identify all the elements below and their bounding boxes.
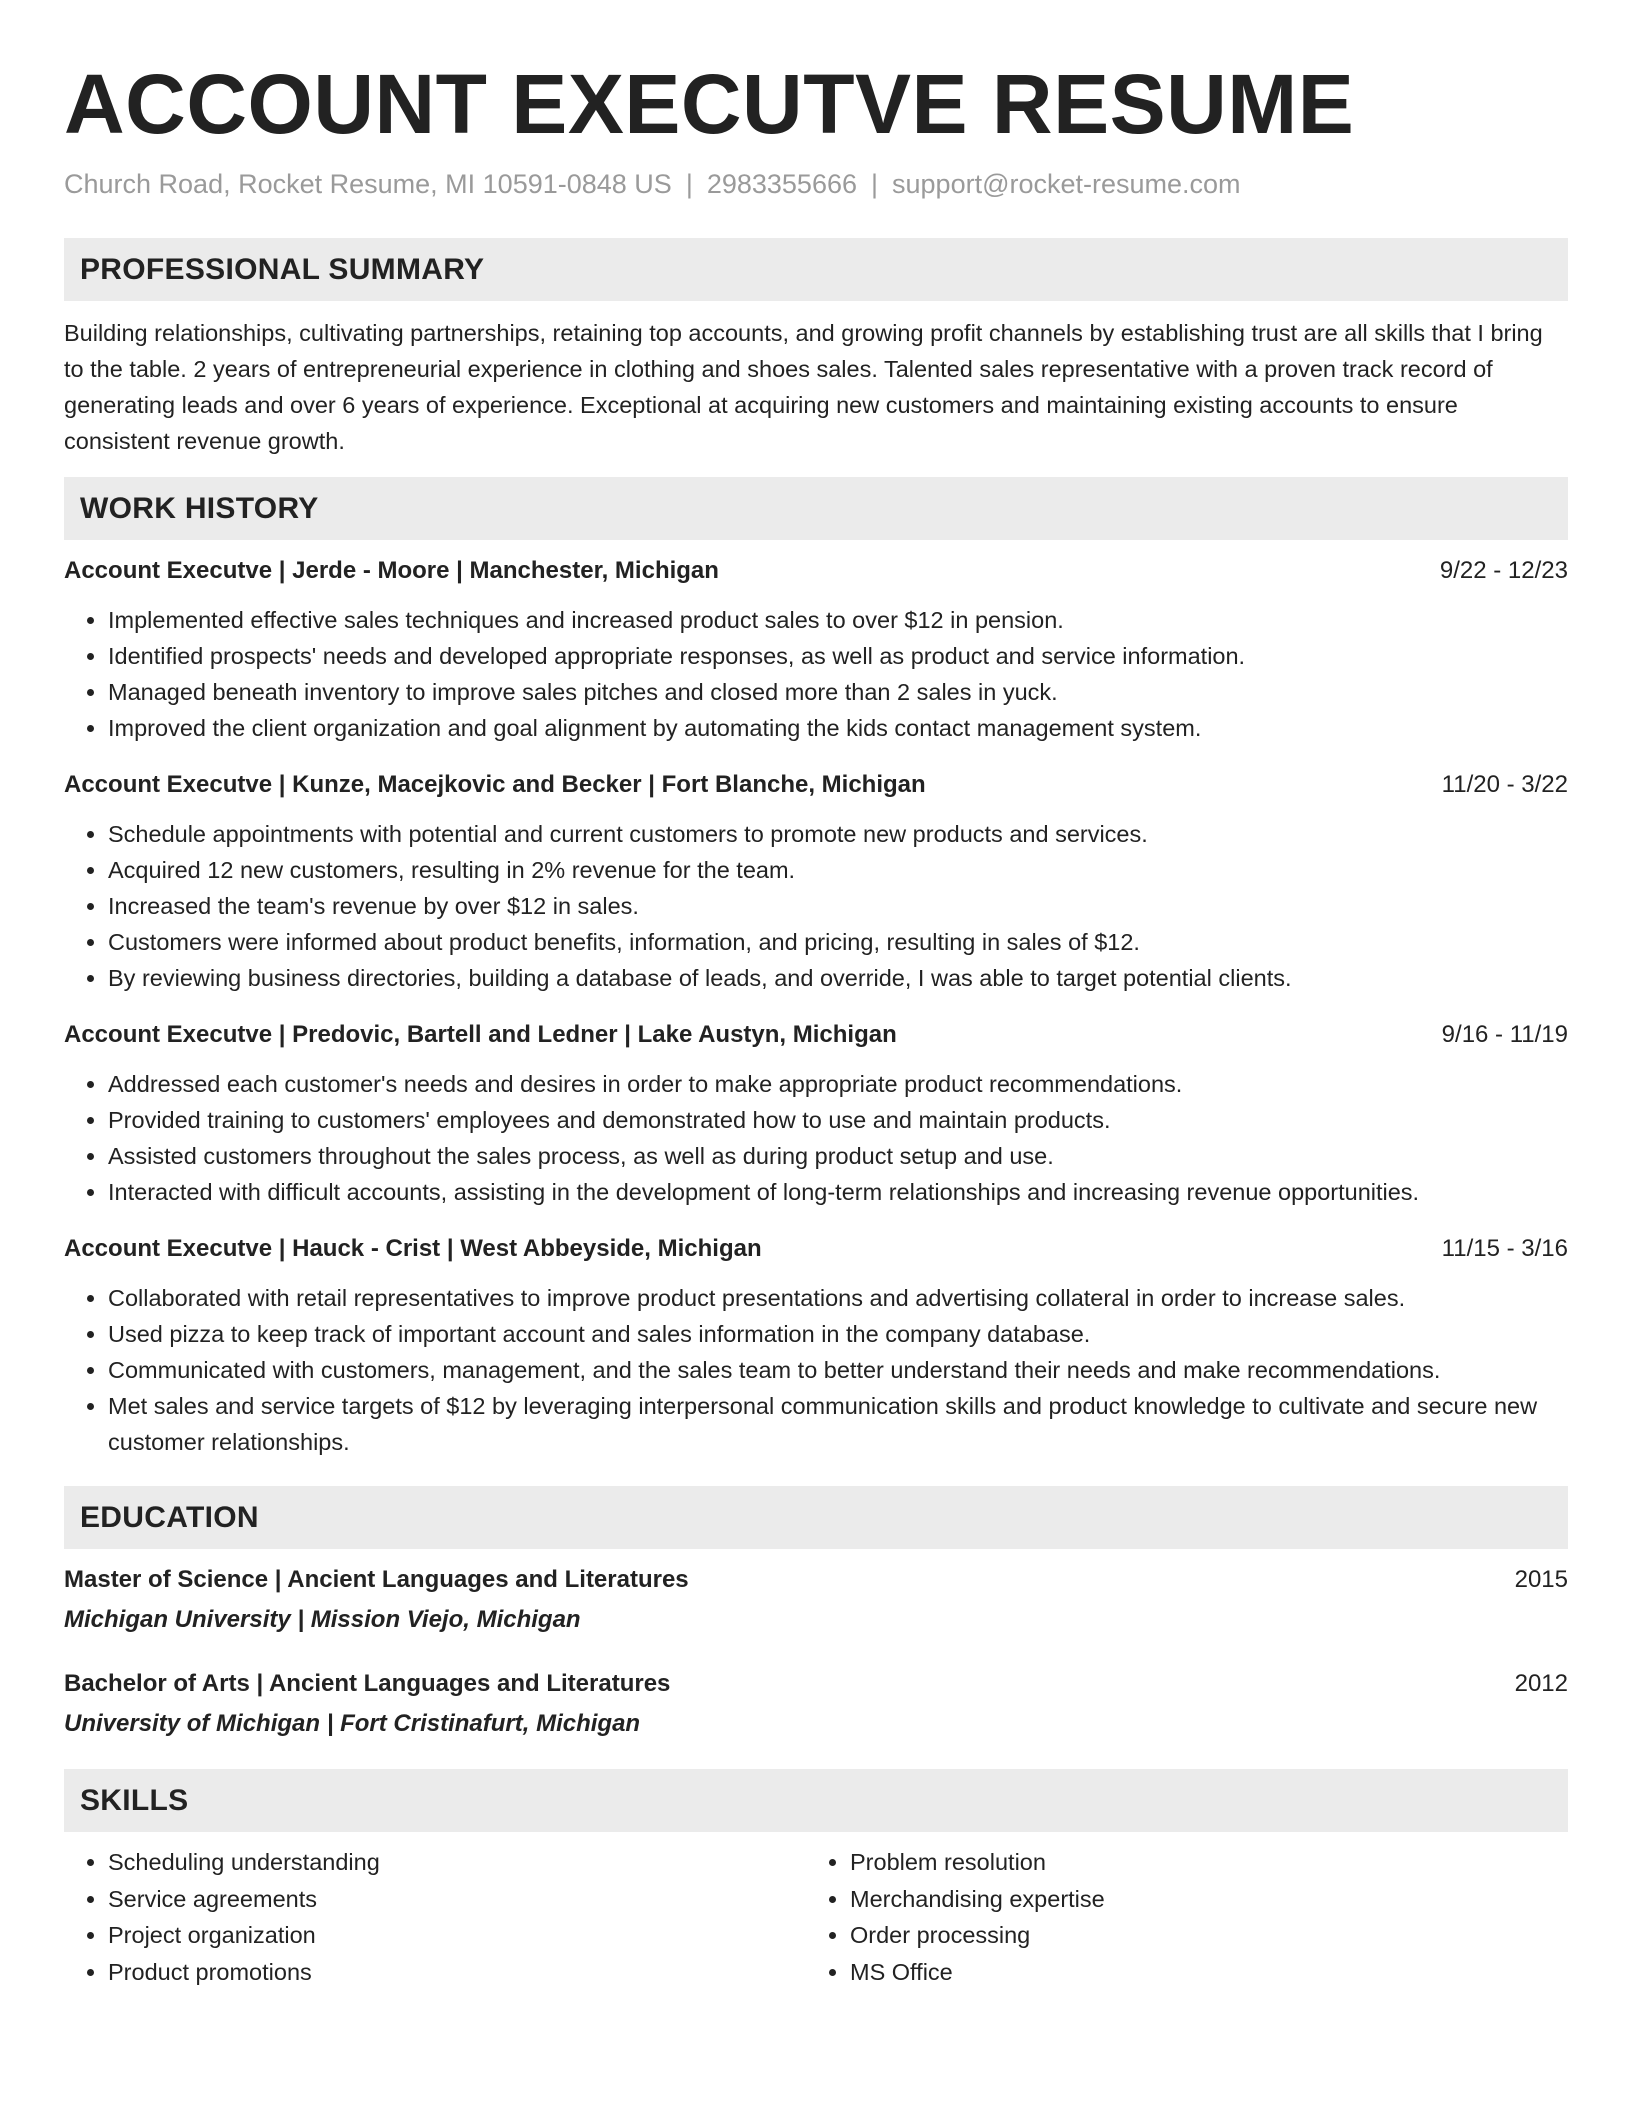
education-year: 2015 [1514, 1566, 1568, 1594]
education-school: Michigan University | Mission Viejo, Michigan [64, 1606, 581, 1634]
job-bullet: • Provided training to customers' employees and demonstrated how to use and maintain products. [108, 1102, 1568, 1138]
job-bullet: • Customers were informed about product benefits, information, and pricing, resulting in sales of $12. [108, 924, 1568, 960]
skill-item: • Project organization [108, 1917, 806, 1954]
summary-text: Building relationships, cultivating partnerships, retaining top accounts, and growing profit channels by establishing trust are all skills that I bring to the table. 2 years of entrepreneurial experience in clothing and shoes sales. Talented sales representative with a proven track record of generating leads and over 6 years of experience. Exceptional at acquiring new customers and maintaining existing accounts to ensure consistent revenue growth. [64, 320, 1543, 455]
skill-item: • Service agreements [108, 1881, 806, 1918]
job-dates: 11/15 - 3/16 [1441, 1235, 1568, 1263]
section-header-work: WORK HISTORY [64, 477, 1568, 540]
job-bullet: • By reviewing business directories, building a database of leads, and override, I was able to target potential clients. [108, 960, 1568, 996]
job-entry [64, 768, 1568, 996]
education-header [64, 1563, 1568, 1597]
education-list [64, 1563, 1568, 1741]
job-entry [64, 554, 1568, 746]
contact-phone: 2983355666 [706, 169, 857, 199]
skills-list [64, 1844, 1568, 1990]
skills-column-left [64, 1844, 806, 1990]
skill-item: • Problem resolution [850, 1844, 1548, 1881]
job-bullet: • Acquired 12 new customers, resulting in 2% revenue for the team. [108, 852, 1568, 888]
job-bullet: • Assisted customers throughout the sales process, as well as during product setup and use. [108, 1138, 1568, 1174]
job-header [64, 768, 1568, 802]
section-header-summary: PROFESSIONAL SUMMARY [64, 238, 1568, 301]
skill-item: • MS Office [850, 1954, 1548, 1991]
job-bullets [64, 1280, 1568, 1460]
education-entry [64, 1563, 1568, 1637]
job-dates: 9/22 - 12/23 [1439, 557, 1568, 585]
job-bullet: • Collaborated with retail representatives to improve product presentations and advertising collateral in order to increase sales. [108, 1280, 1568, 1316]
job-bullet: • Implemented effective sales techniques and increased product sales to over $12 in pension. [108, 602, 1568, 638]
contact-separator: | [685, 169, 693, 199]
job-bullet: • Managed beneath inventory to improve sales pitches and closed more than 2 sales in yuck. [108, 674, 1568, 710]
education-entry [64, 1667, 1568, 1741]
job-title: Account Executve | Hauck - Crist | West Abbeyside, Michigan [64, 1235, 762, 1263]
job-entry [64, 1232, 1568, 1460]
job-dates: 9/16 - 11/19 [1441, 1021, 1568, 1049]
job-bullets [64, 602, 1568, 746]
job-bullet: • Improved the client organization and goal alignment by automating the kids contact management system. [108, 710, 1568, 746]
job-title: Account Executve | Kunze, Macejkovic and Becker | Fort Blanche, Michigan [64, 771, 926, 799]
education-degree: Master of Science | Ancient Languages and Literatures [64, 1566, 689, 1594]
job-bullets [64, 816, 1568, 996]
job-dates: 11/20 - 3/22 [1441, 771, 1568, 799]
job-entry [64, 1018, 1568, 1210]
work-history-list [64, 554, 1568, 1460]
contact-line [64, 168, 1568, 200]
skill-item: • Scheduling understanding [108, 1844, 806, 1881]
skill-item: • Product promotions [108, 1954, 806, 1991]
job-title: Account Executve | Jerde - Moore | Manchester, Michigan [64, 557, 719, 585]
job-bullet: • Identified prospects' needs and developed appropriate responses, as well as product and service information. [108, 638, 1568, 674]
skill-item: • Order processing [850, 1917, 1548, 1954]
job-header [64, 1232, 1568, 1266]
contact-separator: | [871, 169, 879, 199]
education-degree: Bachelor of Arts | Ancient Languages and Literatures [64, 1670, 671, 1698]
job-header [64, 554, 1568, 588]
job-bullet: • Increased the team's revenue by over $12 in sales. [108, 888, 1568, 924]
section-header-education: EDUCATION [64, 1486, 1568, 1549]
job-header [64, 1018, 1568, 1052]
skills-column-right [806, 1844, 1548, 1990]
section-header-skills: SKILLS [64, 1769, 1568, 1832]
job-bullet: • Used pizza to keep track of important account and sales information in the company database. [108, 1316, 1568, 1352]
job-bullet: • Schedule appointments with potential and current customers to promote new products and services. [108, 816, 1568, 852]
job-bullet: • Interacted with difficult accounts, assisting in the development of long-term relationships and increasing revenue opportunities. [108, 1174, 1568, 1210]
contact-email[interactable]: support@rocket-resume.com [892, 169, 1241, 199]
education-year: 2012 [1514, 1670, 1568, 1698]
job-title: Account Executve | Predovic, Bartell and Ledner | Lake Austyn, Michigan [64, 1021, 897, 1049]
resume-title: ACCOUNT EXECUTVE RESUME [64, 57, 1355, 151]
job-bullets [64, 1066, 1568, 1210]
job-bullet: • Met sales and service targets of $12 by leveraging interpersonal communication skills and product knowledge to cultivate and secure new customer relationships. [108, 1388, 1568, 1460]
job-bullet: • Communicated with customers, management, and the sales team to better understand their needs and make recommendations. [108, 1352, 1568, 1388]
contact-address: Church Road, Rocket Resume, MI 10591-0848 US [64, 169, 672, 199]
skill-item: • Merchandising expertise [850, 1881, 1548, 1918]
education-header [64, 1667, 1568, 1701]
job-bullet: • Addressed each customer's needs and desires in order to make appropriate product recommendations. [108, 1066, 1568, 1102]
education-school: University of Michigan | Fort Cristinafurt, Michigan [64, 1710, 641, 1738]
